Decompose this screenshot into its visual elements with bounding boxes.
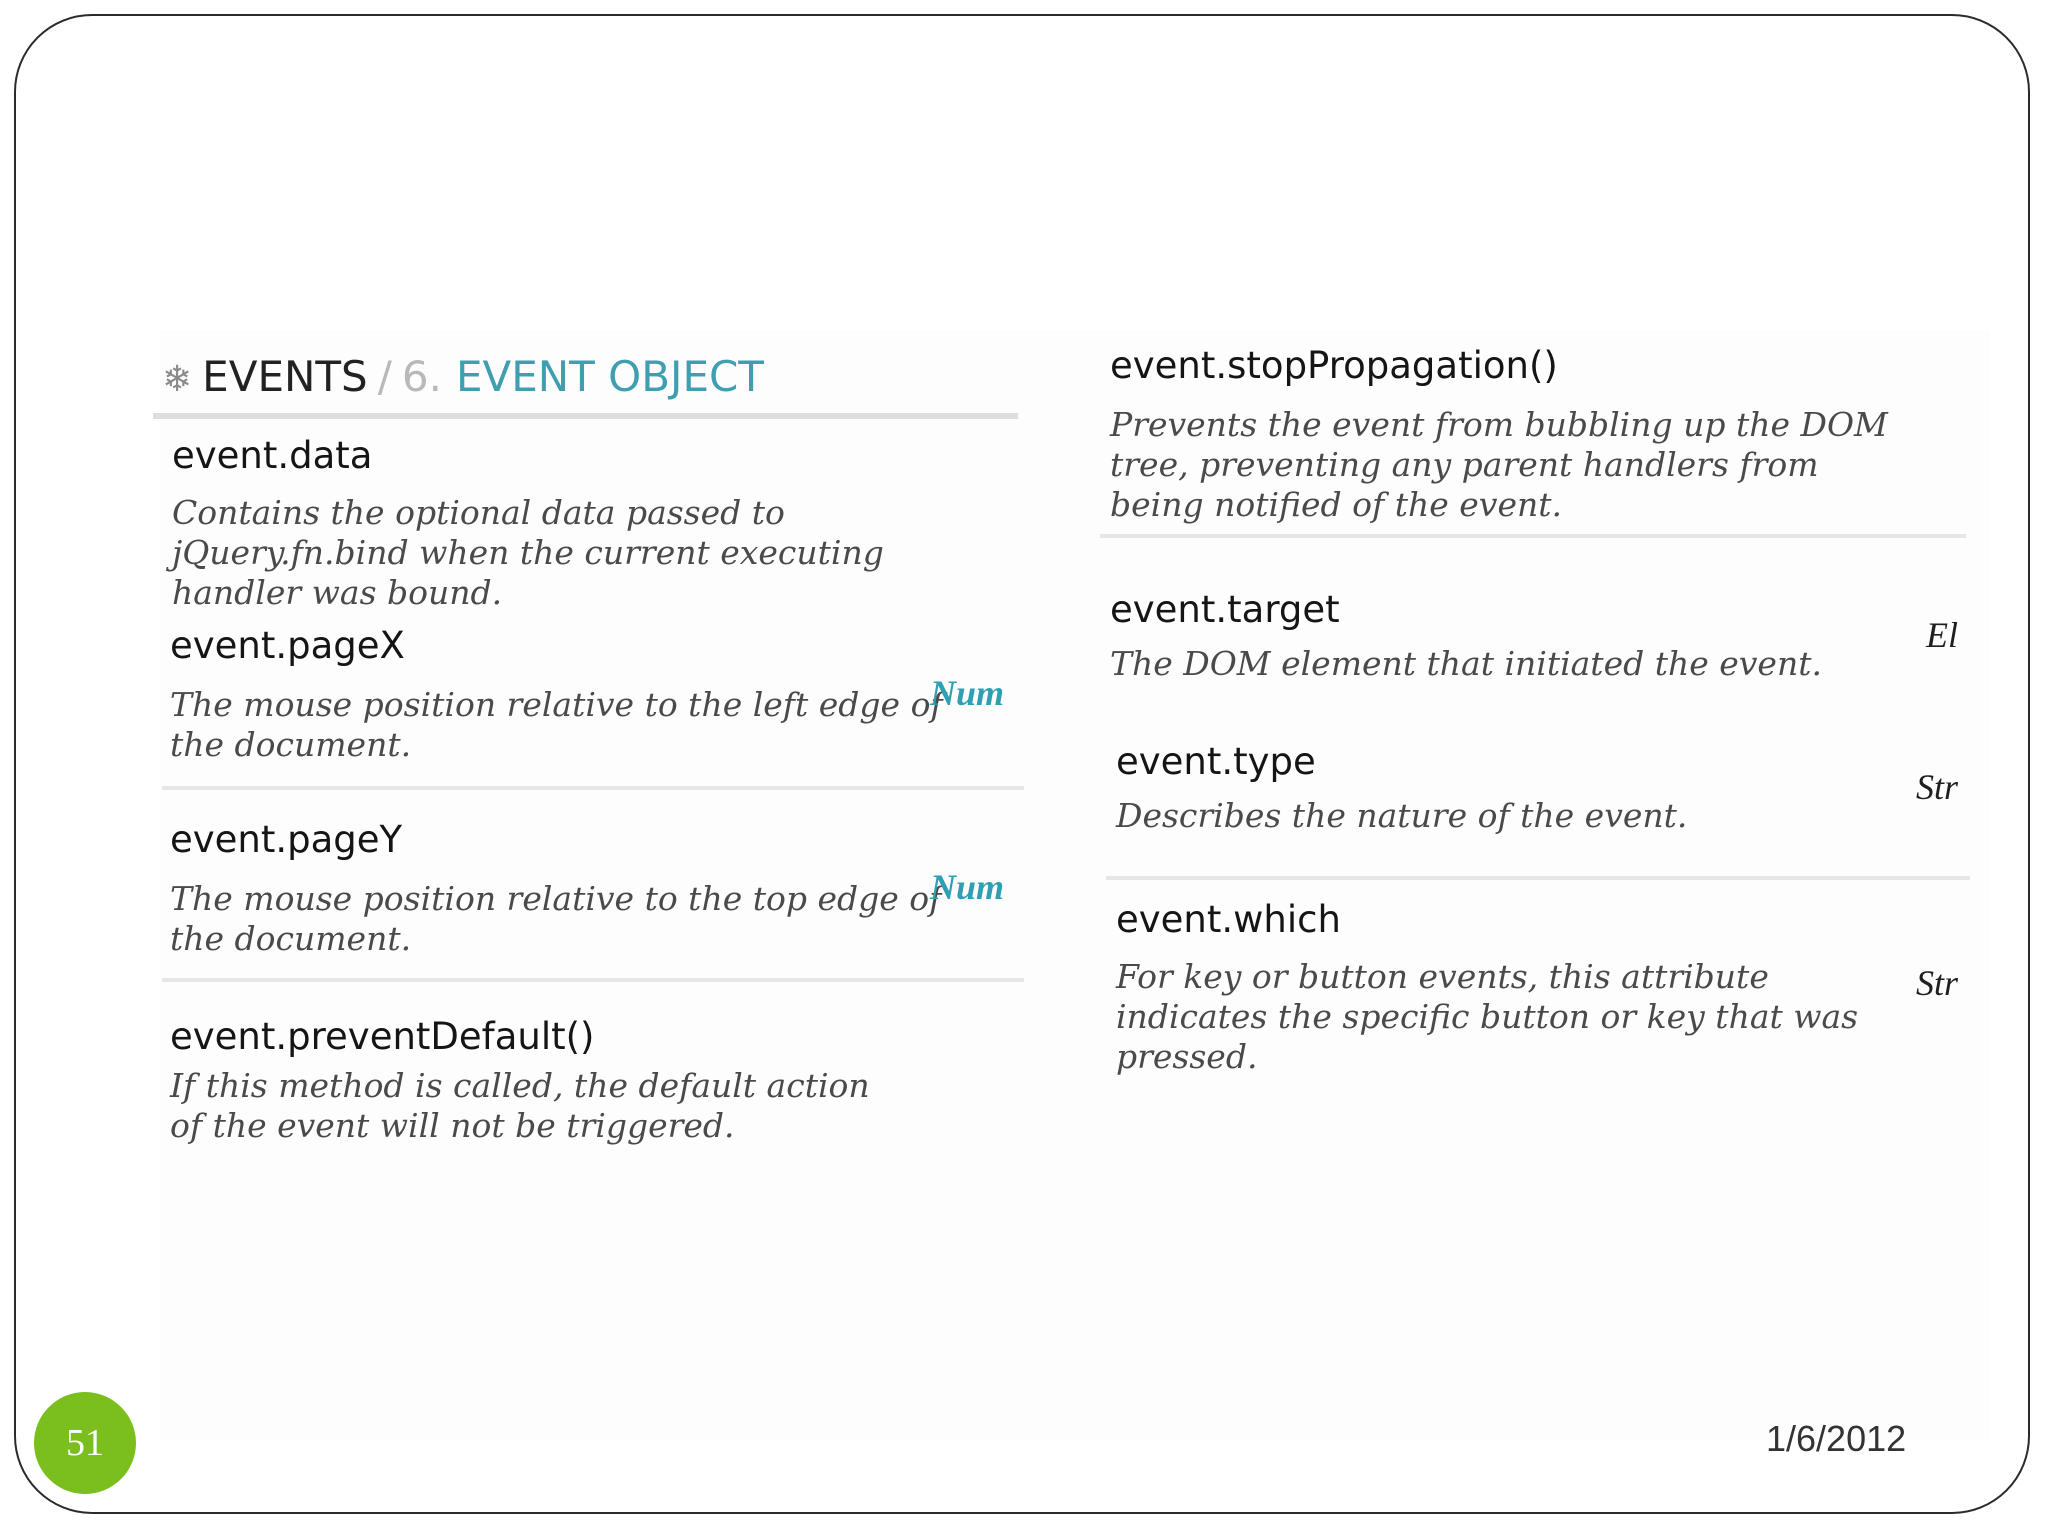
- item-description: [1110, 405, 1888, 525]
- type-tag: Str: [1916, 767, 1959, 807]
- description-line: jQuery.fn.bind when the current executing: [172, 533, 884, 572]
- divider: [162, 786, 1024, 790]
- item-title: event.stopPropagation(): [1110, 344, 1558, 387]
- divider: [1100, 534, 1966, 538]
- divider: [1106, 876, 1970, 880]
- item-description: [170, 879, 941, 959]
- description-line: the document.: [170, 725, 412, 764]
- header-number: 6.: [401, 352, 442, 401]
- slide-number: 51: [66, 1422, 104, 1464]
- description-line: The mouse position relative to the top edge of: [170, 879, 942, 918]
- description-line: pressed.: [1116, 1037, 1258, 1076]
- item-description: [170, 685, 943, 765]
- description-line: indicates the specific button or key that was: [1116, 997, 1859, 1036]
- item-title: event.preventDefault(): [170, 1015, 595, 1058]
- description-line: being notified of the event.: [1110, 485, 1562, 524]
- section-header: [162, 352, 764, 401]
- description-line: of the event will not be triggered.: [170, 1106, 735, 1145]
- description-line: Describes the nature of the event.: [1116, 796, 1688, 835]
- item-title: event.data: [172, 434, 373, 477]
- description-line: For key or button events, this attribute: [1116, 957, 1769, 996]
- item-title: event.pageX: [170, 624, 405, 667]
- item-title: event.pageY: [170, 818, 403, 861]
- description-line: Contains the optional data passed to: [172, 493, 785, 532]
- slide-date: 1/6/2012: [1766, 1418, 1907, 1459]
- item-description: [172, 493, 884, 613]
- description-line: the document.: [170, 919, 412, 958]
- description-line: If this method is called, the default action: [170, 1066, 870, 1105]
- description-line: Prevents the event from bubbling up the DOM: [1110, 405, 1888, 444]
- type-tag: Num: [930, 867, 1005, 907]
- item-title: event.which: [1116, 898, 1341, 941]
- type-tag: Str: [1916, 963, 1959, 1003]
- header-divider: [153, 413, 1018, 419]
- header-section: EVENTS: [202, 352, 368, 401]
- description-line: The mouse position relative to the left edge of: [170, 685, 943, 724]
- header-separator: /: [377, 352, 392, 401]
- divider: [162, 978, 1024, 982]
- item-title: event.target: [1110, 588, 1340, 631]
- header-subsection: EVENT OBJECT: [455, 352, 764, 401]
- description-line: tree, preventing any parent handlers from: [1110, 445, 1819, 484]
- item-description: [1110, 644, 1822, 684]
- description-line: handler was bound.: [172, 573, 503, 612]
- type-tag: El: [1926, 615, 1958, 655]
- item-description: [1116, 957, 1858, 1077]
- slide-number-badge: [34, 1392, 136, 1494]
- type-tag: Num: [930, 673, 1005, 713]
- item-description: [170, 1066, 870, 1146]
- item-title: event.type: [1116, 740, 1316, 783]
- item-description: [1116, 796, 1687, 836]
- snowflake-icon: ❄: [162, 359, 193, 400]
- description-line: The DOM element that initiated the event.: [1110, 644, 1822, 683]
